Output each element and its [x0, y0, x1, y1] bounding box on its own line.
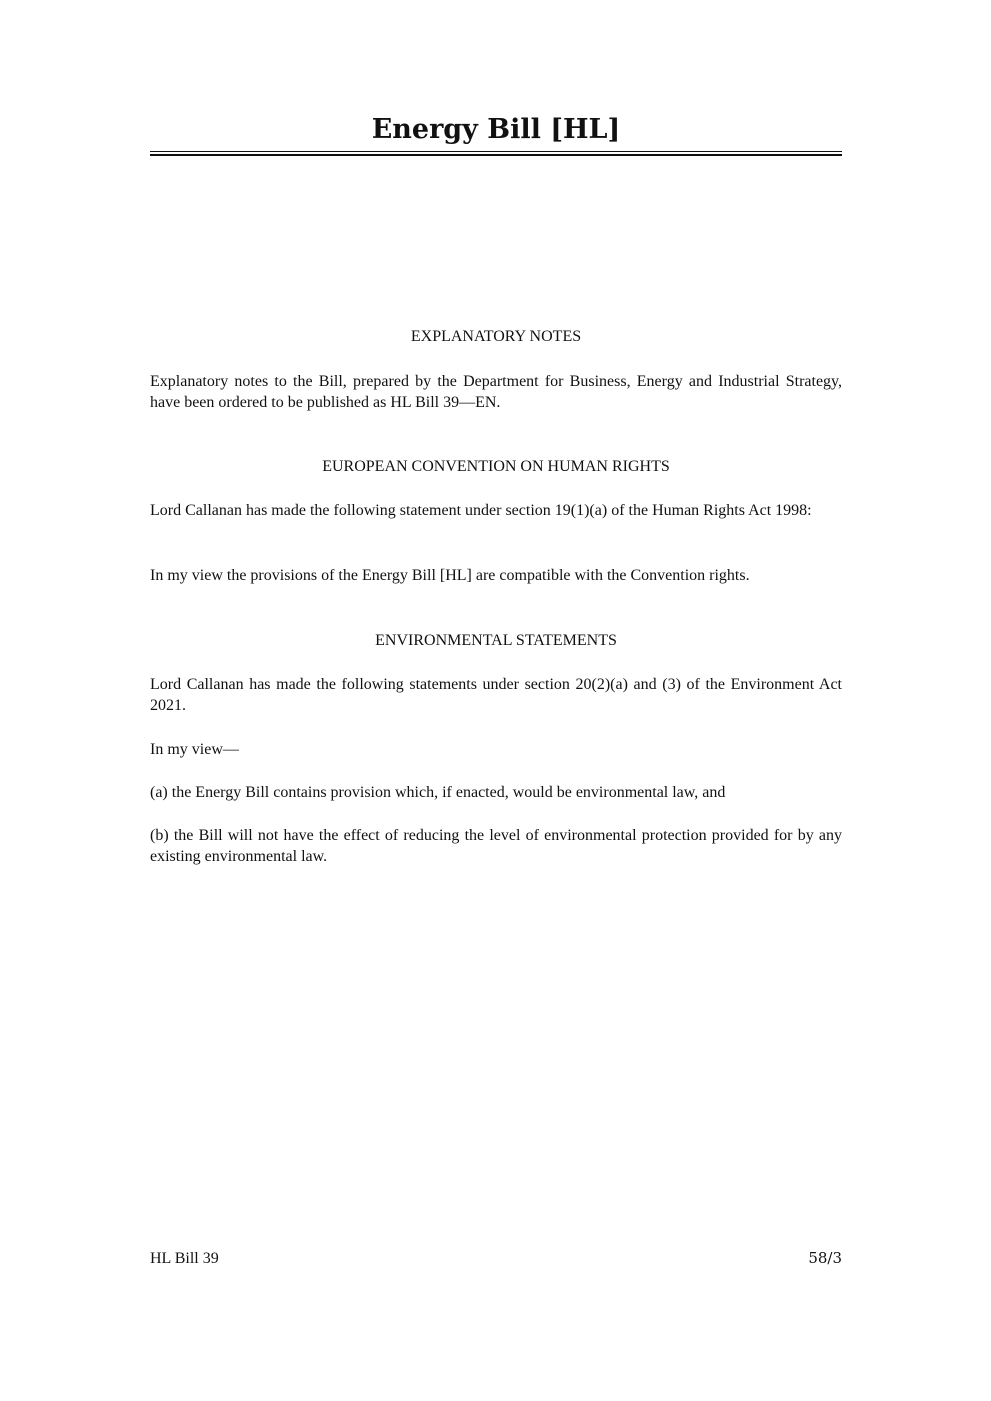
environmental-item-b: (b) the Bill will not have the effect of reducing the level of environmental protection provided for by any existing environmental law. [150, 827, 842, 865]
footer-bill-number: HL Bill 39 [150, 1250, 219, 1267]
environmental-item-a: (a) the Energy Bill contains provision which, if enacted, would be environmental law, and [150, 784, 726, 801]
environmental-view-lead: In my view— [150, 741, 239, 758]
page-title: Energy Bill [HL] [371, 114, 621, 145]
explanatory-notes-heading: EXPLANATORY NOTES [410, 328, 582, 345]
echr-heading: EUROPEAN CONVENTION ON HUMAN RIGHTS [322, 458, 670, 475]
echr-statement-intro: Lord Callanan has made the following statement under section 19(1)(a) of the Human Rights Act 1998: [150, 502, 812, 519]
footer-page-reference: 58/3 [808, 1249, 842, 1267]
echr-statement: In my view the provisions of the Energy Bill [HL] are compatible with the Convention rights. [150, 567, 750, 584]
title-double-rule [150, 151, 842, 156]
explanatory-notes-paragraph: Explanatory notes to the Bill, prepared by the Department for Business, Energy and Industrial Strategy, have been ordered to be published as HL Bill 39—EN. [150, 373, 842, 411]
environmental-statement-intro: Lord Callanan has made the following statements under section 20(2)(a) and (3) of the Environment Act 2021. [150, 676, 842, 714]
environmental-heading: ENVIRONMENTAL STATEMENTS [375, 632, 617, 649]
